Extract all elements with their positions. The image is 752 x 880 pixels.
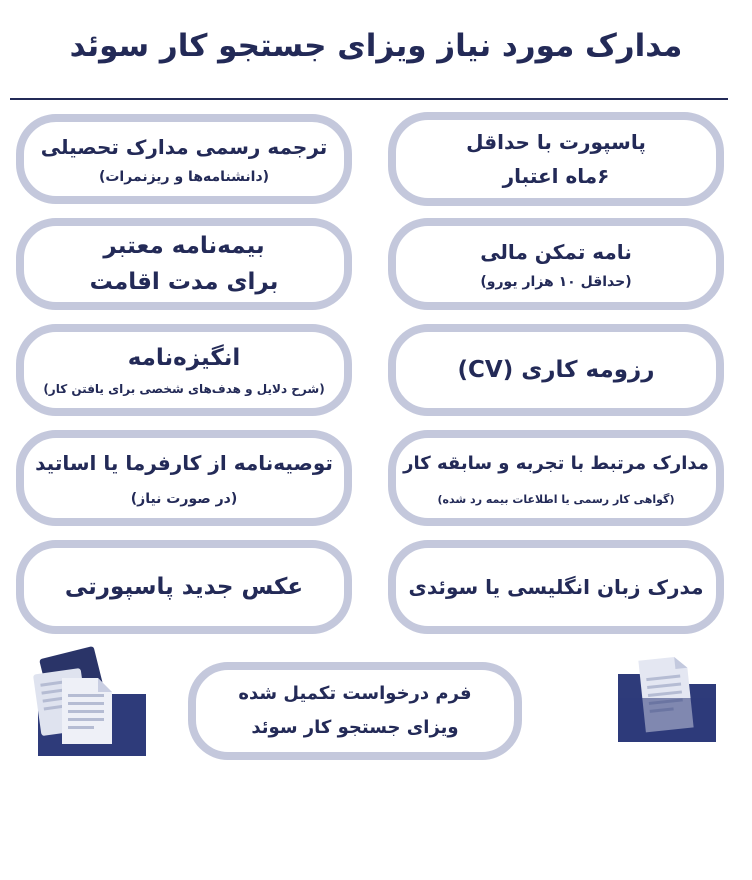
card-recommendation-main: توصیه‌نامه از کارفرما یا اساتید bbox=[35, 451, 333, 475]
card-form-line1: فرم درخواست تکمیل شده bbox=[238, 683, 472, 704]
card-language bbox=[388, 540, 724, 634]
card-language-main: مدرک زبان انگلیسی یا سوئدی bbox=[408, 575, 704, 599]
card-passport-line1: پاسپورت با حداقل bbox=[466, 130, 646, 154]
card-translation-main: ترجمه رسمی مدارک تحصیلی bbox=[40, 135, 328, 159]
card-motivation bbox=[16, 324, 352, 416]
card-passport-line2: ۶ماه اعتبار bbox=[502, 164, 610, 188]
card-recommendation bbox=[16, 430, 352, 526]
card-cv bbox=[388, 324, 724, 416]
card-finance-main: نامه تمکن مالی bbox=[480, 240, 632, 264]
title-divider bbox=[10, 98, 728, 100]
card-insurance-line2: برای مدت اقامت bbox=[89, 269, 279, 295]
card-passport bbox=[388, 112, 724, 206]
card-translation bbox=[16, 114, 352, 204]
card-finance bbox=[388, 218, 724, 310]
card-experience-main: مدارک مرتبط با تجربه و سابقه کار bbox=[403, 453, 709, 474]
card-experience-sub: (گواهی کار رسمی یا اطلاعات بیمه رد شده) bbox=[437, 493, 675, 506]
card-experience bbox=[388, 430, 724, 526]
card-translation-sub: (دانشنامه‌ها و ریزنمرات) bbox=[98, 169, 270, 185]
card-photo-main: عکس جدید پاسپورتی bbox=[64, 574, 304, 600]
card-finance-sub: (حداقل ۱۰ هزار یورو) bbox=[480, 274, 632, 290]
card-cv-main: رزومه کاری (CV) bbox=[457, 357, 655, 383]
folder-document-icon bbox=[612, 654, 722, 746]
card-photo bbox=[16, 540, 352, 634]
card-insurance-line1: بیمه‌نامه معتبر bbox=[103, 233, 265, 259]
page-title: مدارک مورد نیاز ویزای جستجو کار سوئد bbox=[69, 28, 683, 64]
card-motivation-sub: (شرح دلایل و هدف‌های شخصی برای یافتن کار) bbox=[43, 382, 325, 396]
folder-documents-icon bbox=[28, 644, 150, 760]
card-form-line2: ویزای جستجو کار سوئد bbox=[251, 717, 459, 738]
card-application-form bbox=[188, 662, 522, 760]
card-recommendation-sub: (در صورت نیاز) bbox=[130, 491, 238, 507]
card-motivation-main: انگیزه‌نامه bbox=[127, 345, 241, 371]
card-insurance bbox=[16, 218, 352, 310]
